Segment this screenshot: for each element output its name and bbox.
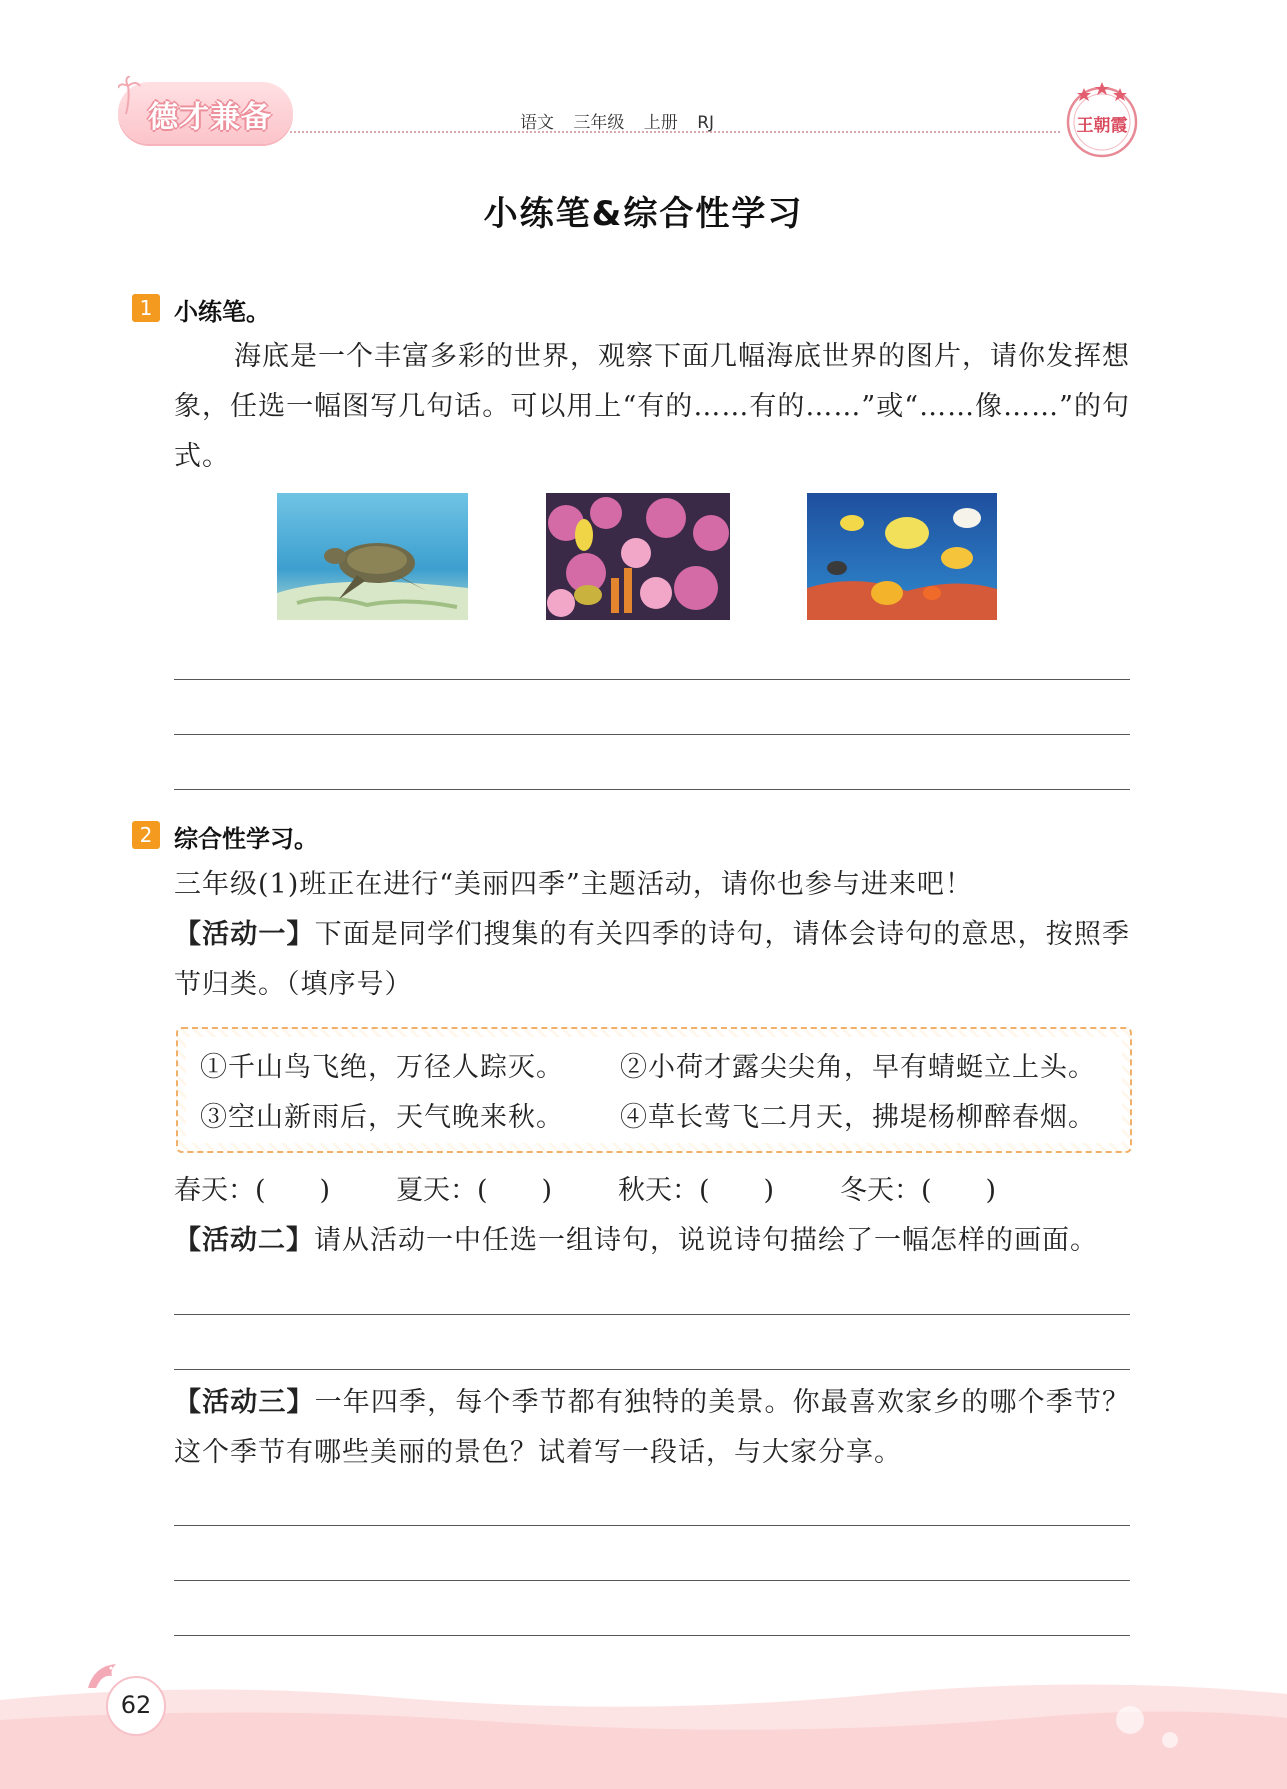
activity-1 — [174, 910, 1130, 1010]
activity-2-text: 请从活动一中任选一组诗句，说说诗句描绘了一幅怎样的画面。 — [314, 1225, 1098, 1256]
writing-line-5[interactable] — [174, 1369, 1130, 1370]
section-1-prompt: 海底是一个丰富多彩的世界，观察下面几幅海底世界的图片，请你发挥想象，任选一幅图写几句话。可以用上“有的……有的……”或“……像……”的句式。 — [174, 341, 1130, 472]
palm-tree-icon — [118, 76, 158, 116]
page-number: 62 — [120, 1691, 152, 1719]
activity-3-text: 一年四季，每个季节都有独特的美景。你最喜欢家乡的哪个季节？这个季节有哪些美丽的景色？试着写一段话，与大家分享。 — [174, 1387, 1131, 1468]
answer-spring[interactable]: 春天：( ) — [174, 1175, 331, 1206]
poem-2: ②小荷才露尖尖角，早有蜻蜓立上头。 — [620, 1052, 1096, 1083]
poem-box — [176, 1027, 1132, 1153]
answer-winter[interactable]: 冬天：( ) — [840, 1175, 997, 1206]
activity-3 — [174, 1378, 1130, 1478]
writing-line-3[interactable] — [174, 789, 1130, 790]
poem-4: ④草长莺飞二月天，拂堤杨柳醉春烟。 — [620, 1102, 1096, 1133]
page-title: 小练笔&综合性学习 — [483, 194, 804, 234]
writing-line-4[interactable] — [174, 1314, 1130, 1315]
section-1-title: 小练笔。 — [174, 298, 270, 326]
footer-decoration — [0, 1670, 1287, 1789]
writing-line-7[interactable] — [174, 1580, 1130, 1581]
section-2-intro: 三年级(1)班正在进行“美丽四季”主题活动，请你也参与进来吧！ — [174, 869, 973, 900]
answer-summer[interactable]: 夏天：( ) — [396, 1175, 553, 1206]
subject-info: 语文 三年级 上册 RJ — [520, 113, 715, 133]
svg-text:王朝霞: 王朝霞 — [1076, 116, 1128, 136]
writing-line-6[interactable] — [174, 1525, 1130, 1526]
tropical-fish-photo — [807, 493, 997, 620]
activity-2-label: 【活动二】 — [174, 1225, 314, 1256]
coral-reef-photo — [546, 493, 730, 620]
activity-2 — [174, 1216, 1130, 1266]
activity-3-label: 【活动三】 — [174, 1387, 315, 1418]
logo-text: 德才兼备 — [148, 100, 272, 135]
writing-line-1[interactable] — [174, 679, 1130, 680]
writing-line-2[interactable] — [174, 734, 1130, 735]
writing-line-8[interactable] — [174, 1635, 1130, 1636]
activity-1-text: 下面是同学们搜集的有关四季的诗句，请体会诗句的意思，按照季节归类。（填序号） — [174, 919, 1131, 1000]
sea-turtle-photo — [277, 493, 468, 620]
poem-1: ①千山鸟飞绝，万径人踪灭。 — [200, 1052, 564, 1083]
section-2-title: 综合性学习。 — [174, 825, 318, 853]
poem-3: ③空山新雨后，天气晚来秋。 — [200, 1102, 564, 1133]
answer-autumn[interactable]: 秋天：( ) — [618, 1175, 775, 1206]
teacher-seal-stamp — [1060, 76, 1144, 160]
section-2-badge: 2 — [132, 821, 160, 849]
page-number-badge — [106, 1676, 166, 1736]
section-1-badge: 1 — [132, 294, 160, 322]
activity-1-label: 【活动一】 — [174, 919, 315, 950]
